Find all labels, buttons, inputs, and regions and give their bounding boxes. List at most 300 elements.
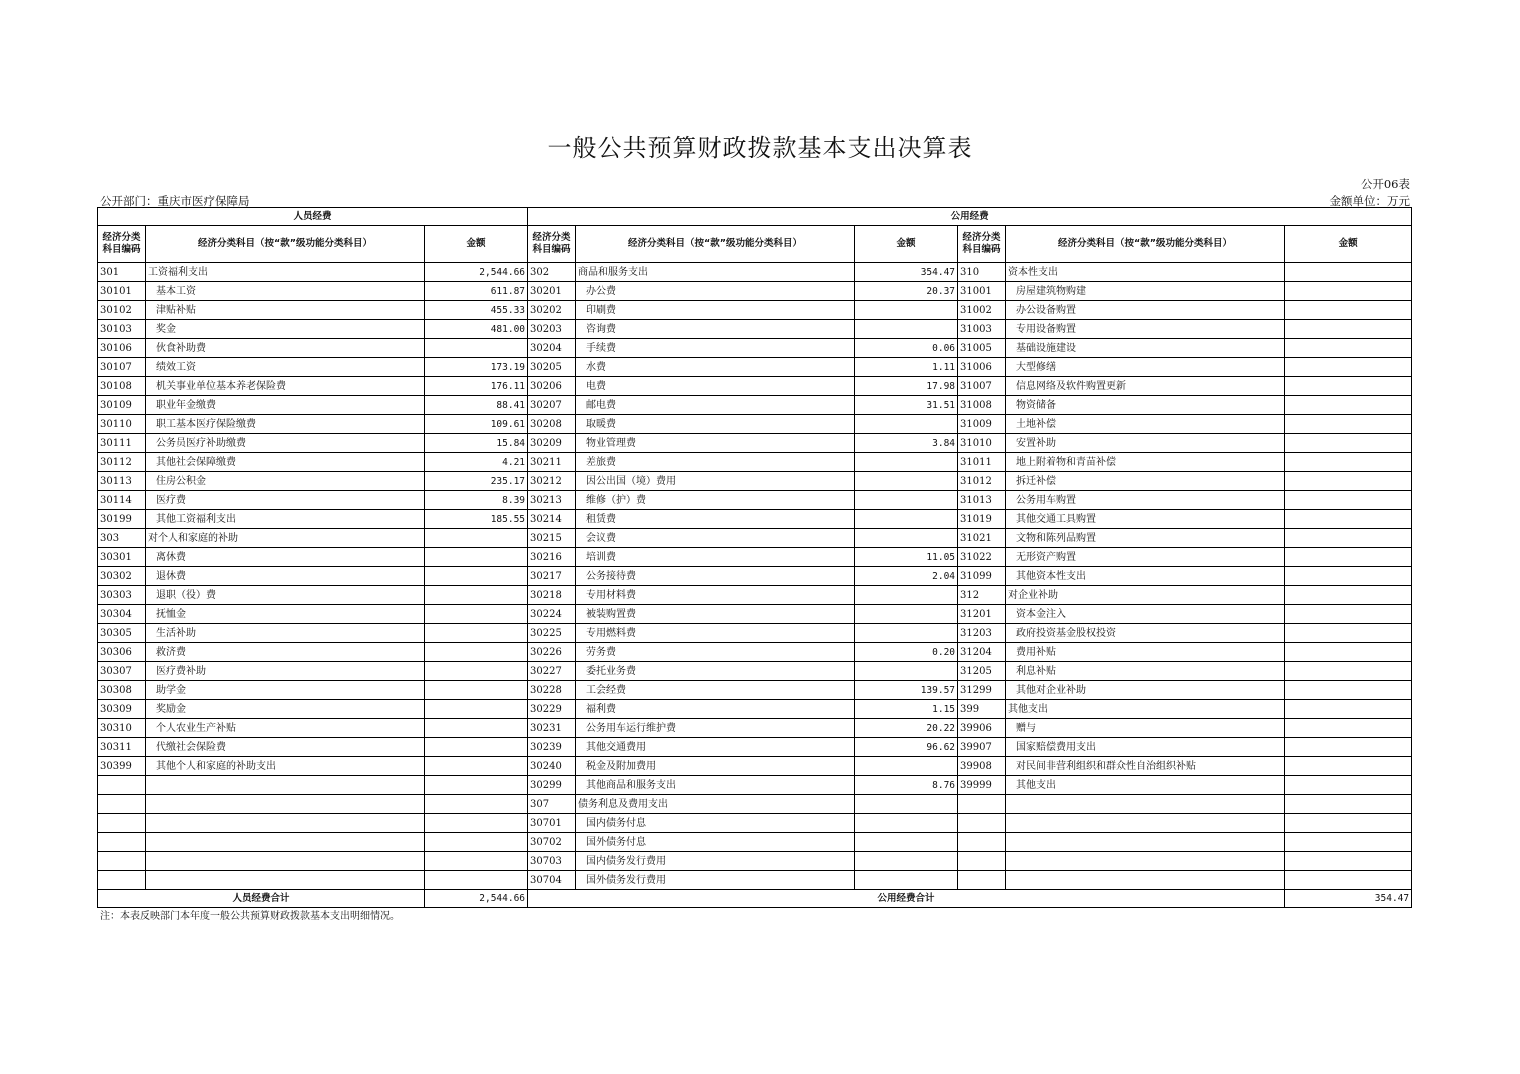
amount-cell: 11.05 <box>855 548 958 567</box>
code-cell: 30211 <box>528 453 576 472</box>
name-cell <box>1006 852 1285 871</box>
amount-cell: 1.15 <box>855 700 958 719</box>
amount-cell: 2,544.66 <box>425 263 528 282</box>
amount-cell <box>855 624 958 643</box>
name-cell: 个人农业生产补贴 <box>146 719 425 738</box>
amount-cell <box>425 757 528 776</box>
code-header: 经济分类科目编码 <box>528 226 576 263</box>
amount-cell <box>1285 757 1412 776</box>
table-row <box>98 719 1412 738</box>
code-cell: 303 <box>98 529 146 548</box>
name-cell: 赠与 <box>1006 719 1285 738</box>
code-cell: 30226 <box>528 643 576 662</box>
code-cell: 30304 <box>98 605 146 624</box>
amount-cell: 235.17 <box>425 472 528 491</box>
amount-cell <box>1285 567 1412 586</box>
name-cell: 办公设备购置 <box>1006 301 1285 320</box>
code-cell: 31201 <box>958 605 1006 624</box>
name-cell <box>146 814 425 833</box>
name-cell: 对个人和家庭的补助 <box>146 529 425 548</box>
name-cell: 对企业补助 <box>1006 586 1285 605</box>
amount-header: 金额 <box>1285 226 1412 263</box>
amount-cell: 15.84 <box>425 434 528 453</box>
name-cell: 拆迁补偿 <box>1006 472 1285 491</box>
amount-cell: 176.11 <box>425 377 528 396</box>
code-cell: 399 <box>958 700 1006 719</box>
name-cell: 劳务费 <box>576 643 855 662</box>
amount-cell <box>855 472 958 491</box>
code-cell: 301 <box>98 263 146 282</box>
name-cell: 工资福利支出 <box>146 263 425 282</box>
name-cell: 医疗费补助 <box>146 662 425 681</box>
name-cell: 其他社会保障缴费 <box>146 453 425 472</box>
amount-cell <box>855 814 958 833</box>
personnel-group-header: 人员经费 <box>98 208 528 226</box>
amount-cell: 611.87 <box>425 282 528 301</box>
name-cell: 被装购置费 <box>576 605 855 624</box>
code-cell: 30103 <box>98 320 146 339</box>
name-cell: 退休费 <box>146 567 425 586</box>
amount-cell <box>425 662 528 681</box>
amount-cell <box>1285 681 1412 700</box>
code-cell <box>98 795 146 814</box>
amount-cell <box>1285 491 1412 510</box>
amount-cell <box>1285 738 1412 757</box>
table-row <box>98 358 1412 377</box>
code-cell: 30202 <box>528 301 576 320</box>
amount-cell: 8.39 <box>425 491 528 510</box>
amount-cell <box>425 605 528 624</box>
amount-header: 金额 <box>425 226 528 263</box>
table-row <box>98 795 1412 814</box>
code-cell: 31021 <box>958 529 1006 548</box>
code-cell: 30240 <box>528 757 576 776</box>
amount-cell: 88.41 <box>425 396 528 415</box>
name-cell: 税金及附加费用 <box>576 757 855 776</box>
code-cell: 30214 <box>528 510 576 529</box>
table-row <box>98 852 1412 871</box>
amount-cell: 455.33 <box>425 301 528 320</box>
code-cell: 30207 <box>528 396 576 415</box>
code-cell: 30299 <box>528 776 576 795</box>
name-cell <box>146 852 425 871</box>
name-cell: 信息网络及软件购置更新 <box>1006 377 1285 396</box>
code-cell: 307 <box>528 795 576 814</box>
name-cell: 安置补助 <box>1006 434 1285 453</box>
name-cell: 邮电费 <box>576 396 855 415</box>
code-cell: 30305 <box>98 624 146 643</box>
amount-cell <box>425 624 528 643</box>
code-cell: 30307 <box>98 662 146 681</box>
table-row <box>98 434 1412 453</box>
public-total-amount: 354.47 <box>1285 890 1412 908</box>
name-cell: 公务接待费 <box>576 567 855 586</box>
code-cell: 30239 <box>528 738 576 757</box>
name-cell: 医疗费 <box>146 491 425 510</box>
code-cell: 31099 <box>958 567 1006 586</box>
code-cell: 31010 <box>958 434 1006 453</box>
amount-cell <box>855 586 958 605</box>
amount-cell <box>425 586 528 605</box>
code-cell: 31007 <box>958 377 1006 396</box>
name-cell: 印刷费 <box>576 301 855 320</box>
code-cell: 30228 <box>528 681 576 700</box>
amount-cell <box>425 776 528 795</box>
table-row <box>98 757 1412 776</box>
name-cell: 其他支出 <box>1006 700 1285 719</box>
code-cell: 30311 <box>98 738 146 757</box>
amount-cell: 96.62 <box>855 738 958 757</box>
name-cell: 奖金 <box>146 320 425 339</box>
name-cell: 资本金注入 <box>1006 605 1285 624</box>
name-cell: 代缴社会保险费 <box>146 738 425 757</box>
code-cell: 30208 <box>528 415 576 434</box>
name-cell: 奖励金 <box>146 700 425 719</box>
name-cell: 土地补偿 <box>1006 415 1285 434</box>
code-cell: 30206 <box>528 377 576 396</box>
code-cell: 302 <box>528 263 576 282</box>
name-cell: 绩效工资 <box>146 358 425 377</box>
code-cell: 30209 <box>528 434 576 453</box>
name-cell: 费用补贴 <box>1006 643 1285 662</box>
unit-label: 金额单位：万元 <box>1329 194 1410 208</box>
name-cell: 其他交通费用 <box>576 738 855 757</box>
name-cell: 其他资本性支出 <box>1006 567 1285 586</box>
amount-cell <box>1285 377 1412 396</box>
name-cell: 因公出国（境）费用 <box>576 472 855 491</box>
amount-cell: 481.00 <box>425 320 528 339</box>
table-row <box>98 643 1412 662</box>
amount-cell: 354.47 <box>855 263 958 282</box>
amount-cell <box>1285 396 1412 415</box>
name-cell: 津贴补贴 <box>146 301 425 320</box>
code-cell: 30102 <box>98 301 146 320</box>
personnel-total-label: 人员经费合计 <box>98 890 425 908</box>
code-cell: 31005 <box>958 339 1006 358</box>
public-total-label: 公用经费合计 <box>528 890 1285 908</box>
amount-cell <box>1285 719 1412 738</box>
name-cell: 会议费 <box>576 529 855 548</box>
code-cell: 30110 <box>98 415 146 434</box>
name-cell: 其他支出 <box>1006 776 1285 795</box>
public-group-header: 公用经费 <box>528 208 1412 226</box>
name-cell: 差旅费 <box>576 453 855 472</box>
name-cell <box>146 776 425 795</box>
name-cell: 专用设备购置 <box>1006 320 1285 339</box>
amount-cell: 1.11 <box>855 358 958 377</box>
code-cell: 30113 <box>98 472 146 491</box>
name-cell: 离休费 <box>146 548 425 567</box>
amount-header: 金额 <box>855 226 958 263</box>
table-row <box>98 738 1412 757</box>
code-cell <box>958 795 1006 814</box>
code-cell: 30112 <box>98 453 146 472</box>
table-row <box>98 510 1412 529</box>
code-cell <box>98 852 146 871</box>
name-header: 经济分类科目（按“款”级功能分类科目） <box>576 226 855 263</box>
amount-cell <box>1285 263 1412 282</box>
table-row <box>98 377 1412 396</box>
code-cell <box>98 871 146 890</box>
amount-cell: 17.98 <box>855 377 958 396</box>
amount-cell <box>855 529 958 548</box>
code-cell: 30205 <box>528 358 576 377</box>
amount-cell <box>425 700 528 719</box>
code-cell: 30309 <box>98 700 146 719</box>
name-cell: 培训费 <box>576 548 855 567</box>
name-cell: 专用材料费 <box>576 586 855 605</box>
code-cell <box>98 814 146 833</box>
amount-cell <box>425 339 528 358</box>
code-cell: 31299 <box>958 681 1006 700</box>
table-row <box>98 662 1412 681</box>
code-cell: 31009 <box>958 415 1006 434</box>
page-title: 一般公共预算财政拨款基本支出决算表 <box>547 134 973 162</box>
code-cell: 30310 <box>98 719 146 738</box>
name-header: 经济分类科目（按“款”级功能分类科目） <box>1006 226 1285 263</box>
code-cell: 30303 <box>98 586 146 605</box>
amount-cell <box>855 491 958 510</box>
code-cell: 30109 <box>98 396 146 415</box>
name-cell: 基本工资 <box>146 282 425 301</box>
expenditure-table <box>97 207 1412 908</box>
code-cell: 30106 <box>98 339 146 358</box>
amount-cell <box>855 510 958 529</box>
code-cell: 30204 <box>528 339 576 358</box>
code-cell: 30218 <box>528 586 576 605</box>
amount-cell <box>1285 510 1412 529</box>
name-cell: 委托业务费 <box>576 662 855 681</box>
name-cell: 公务用车运行维护费 <box>576 719 855 738</box>
amount-cell <box>1285 282 1412 301</box>
amount-cell: 20.22 <box>855 719 958 738</box>
code-header: 经济分类科目编码 <box>98 226 146 263</box>
amount-cell <box>425 548 528 567</box>
name-cell: 利息补贴 <box>1006 662 1285 681</box>
amount-cell <box>1285 453 1412 472</box>
name-cell: 其他个人和家庭的补助支出 <box>146 757 425 776</box>
name-cell <box>146 795 425 814</box>
name-cell: 地上附着物和青苗补偿 <box>1006 453 1285 472</box>
code-cell: 30301 <box>98 548 146 567</box>
code-cell: 31011 <box>958 453 1006 472</box>
table-row <box>98 700 1412 719</box>
name-cell: 退职（役）费 <box>146 586 425 605</box>
table-row <box>98 415 1412 434</box>
name-cell <box>146 871 425 890</box>
code-cell: 310 <box>958 263 1006 282</box>
amount-cell <box>425 567 528 586</box>
name-cell: 福利费 <box>576 700 855 719</box>
table-row <box>98 282 1412 301</box>
amount-cell <box>1285 662 1412 681</box>
name-cell: 公务员医疗补助缴费 <box>146 434 425 453</box>
name-cell <box>1006 833 1285 852</box>
amount-cell: 139.57 <box>855 681 958 700</box>
amount-cell <box>425 738 528 757</box>
table-row <box>98 453 1412 472</box>
code-cell <box>98 833 146 852</box>
code-cell: 30704 <box>528 871 576 890</box>
code-cell: 39906 <box>958 719 1006 738</box>
code-cell: 30702 <box>528 833 576 852</box>
amount-cell <box>1285 586 1412 605</box>
amount-cell <box>1285 624 1412 643</box>
amount-cell: 8.76 <box>855 776 958 795</box>
name-cell: 手续费 <box>576 339 855 358</box>
code-cell: 30114 <box>98 491 146 510</box>
amount-cell <box>1285 643 1412 662</box>
code-cell: 30108 <box>98 377 146 396</box>
amount-cell <box>425 833 528 852</box>
table-row <box>98 301 1412 320</box>
footnote: 注：本表反映部门本年度一般公共预算财政拨款基本支出明细情况。 <box>100 911 400 922</box>
name-cell <box>146 833 425 852</box>
amount-cell <box>855 852 958 871</box>
table-row <box>98 339 1412 358</box>
name-cell <box>1006 814 1285 833</box>
name-cell: 水费 <box>576 358 855 377</box>
amount-cell <box>1285 795 1412 814</box>
amount-cell: 0.06 <box>855 339 958 358</box>
amount-cell <box>425 871 528 890</box>
code-cell <box>958 871 1006 890</box>
name-cell: 取暖费 <box>576 415 855 434</box>
code-cell: 30212 <box>528 472 576 491</box>
code-cell: 312 <box>958 586 1006 605</box>
code-cell: 30703 <box>528 852 576 871</box>
code-cell: 30231 <box>528 719 576 738</box>
code-cell <box>958 852 1006 871</box>
amount-cell <box>1285 434 1412 453</box>
table-row <box>98 491 1412 510</box>
code-cell: 31013 <box>958 491 1006 510</box>
amount-cell <box>425 529 528 548</box>
name-cell: 专用燃料费 <box>576 624 855 643</box>
amount-cell <box>1285 814 1412 833</box>
amount-cell <box>425 681 528 700</box>
code-cell: 31204 <box>958 643 1006 662</box>
amount-cell <box>855 605 958 624</box>
code-cell: 39908 <box>958 757 1006 776</box>
name-cell: 生活补助 <box>146 624 425 643</box>
amount-cell <box>855 757 958 776</box>
name-cell: 国内债务付息 <box>576 814 855 833</box>
name-cell: 助学金 <box>146 681 425 700</box>
name-cell: 商品和服务支出 <box>576 263 855 282</box>
code-cell: 30227 <box>528 662 576 681</box>
name-cell: 国家赔偿费用支出 <box>1006 738 1285 757</box>
table-row <box>98 529 1412 548</box>
table-row <box>98 472 1412 491</box>
table-row <box>98 681 1412 700</box>
name-cell: 文物和陈列品购置 <box>1006 529 1285 548</box>
code-cell: 30111 <box>98 434 146 453</box>
code-cell: 30224 <box>528 605 576 624</box>
table-row <box>98 548 1412 567</box>
code-cell: 30399 <box>98 757 146 776</box>
code-cell: 31019 <box>958 510 1006 529</box>
name-cell: 国外债务发行费用 <box>576 871 855 890</box>
name-cell: 维修（护）费 <box>576 491 855 510</box>
code-cell: 31006 <box>958 358 1006 377</box>
code-cell: 30203 <box>528 320 576 339</box>
code-cell: 30308 <box>98 681 146 700</box>
table-row <box>98 567 1412 586</box>
code-cell: 30107 <box>98 358 146 377</box>
code-cell: 31022 <box>958 548 1006 567</box>
code-cell <box>958 833 1006 852</box>
name-cell: 住房公积金 <box>146 472 425 491</box>
amount-cell <box>1285 776 1412 795</box>
amount-cell: 2.04 <box>855 567 958 586</box>
totals-row <box>98 890 1412 908</box>
name-cell: 其他对企业补助 <box>1006 681 1285 700</box>
amount-cell <box>855 871 958 890</box>
personnel-total-amount: 2,544.66 <box>425 890 528 908</box>
amount-cell <box>1285 339 1412 358</box>
name-cell: 国外债务付息 <box>576 833 855 852</box>
code-cell: 30216 <box>528 548 576 567</box>
amount-cell <box>425 643 528 662</box>
name-cell: 物业管理费 <box>576 434 855 453</box>
name-cell: 职业年金缴费 <box>146 396 425 415</box>
name-cell: 机关事业单位基本养老保险费 <box>146 377 425 396</box>
amount-cell <box>1285 320 1412 339</box>
table-row <box>98 776 1412 795</box>
amount-cell <box>855 320 958 339</box>
code-cell: 30199 <box>98 510 146 529</box>
code-cell: 30229 <box>528 700 576 719</box>
code-cell <box>98 776 146 795</box>
amount-cell: 4.21 <box>425 453 528 472</box>
amount-cell: 20.37 <box>855 282 958 301</box>
name-cell: 对民间非营利组织和群众性自治组织补贴 <box>1006 757 1285 776</box>
table-row <box>98 263 1412 282</box>
amount-cell <box>425 795 528 814</box>
table-row <box>98 320 1412 339</box>
amount-cell <box>1285 472 1412 491</box>
code-cell: 30215 <box>528 529 576 548</box>
name-cell: 救济费 <box>146 643 425 662</box>
name-cell: 债务利息及费用支出 <box>576 795 855 814</box>
form-code: 公开06表 <box>1360 177 1410 191</box>
name-cell: 房屋建筑物购建 <box>1006 282 1285 301</box>
table-body <box>98 263 1412 890</box>
code-cell: 30201 <box>528 282 576 301</box>
table-row <box>98 624 1412 643</box>
code-cell: 31203 <box>958 624 1006 643</box>
table-row <box>98 871 1412 890</box>
name-cell: 电费 <box>576 377 855 396</box>
code-cell: 30213 <box>528 491 576 510</box>
name-cell: 办公费 <box>576 282 855 301</box>
name-cell <box>1006 871 1285 890</box>
amount-cell <box>855 662 958 681</box>
amount-cell <box>1285 605 1412 624</box>
name-cell: 公务用车购置 <box>1006 491 1285 510</box>
code-cell <box>958 814 1006 833</box>
amount-cell <box>1285 301 1412 320</box>
amount-cell <box>1285 548 1412 567</box>
code-cell: 31008 <box>958 396 1006 415</box>
code-cell: 39999 <box>958 776 1006 795</box>
code-cell: 30302 <box>98 567 146 586</box>
name-cell: 职工基本医疗保险缴费 <box>146 415 425 434</box>
table-row <box>98 814 1412 833</box>
code-cell: 31002 <box>958 301 1006 320</box>
code-cell: 39907 <box>958 738 1006 757</box>
